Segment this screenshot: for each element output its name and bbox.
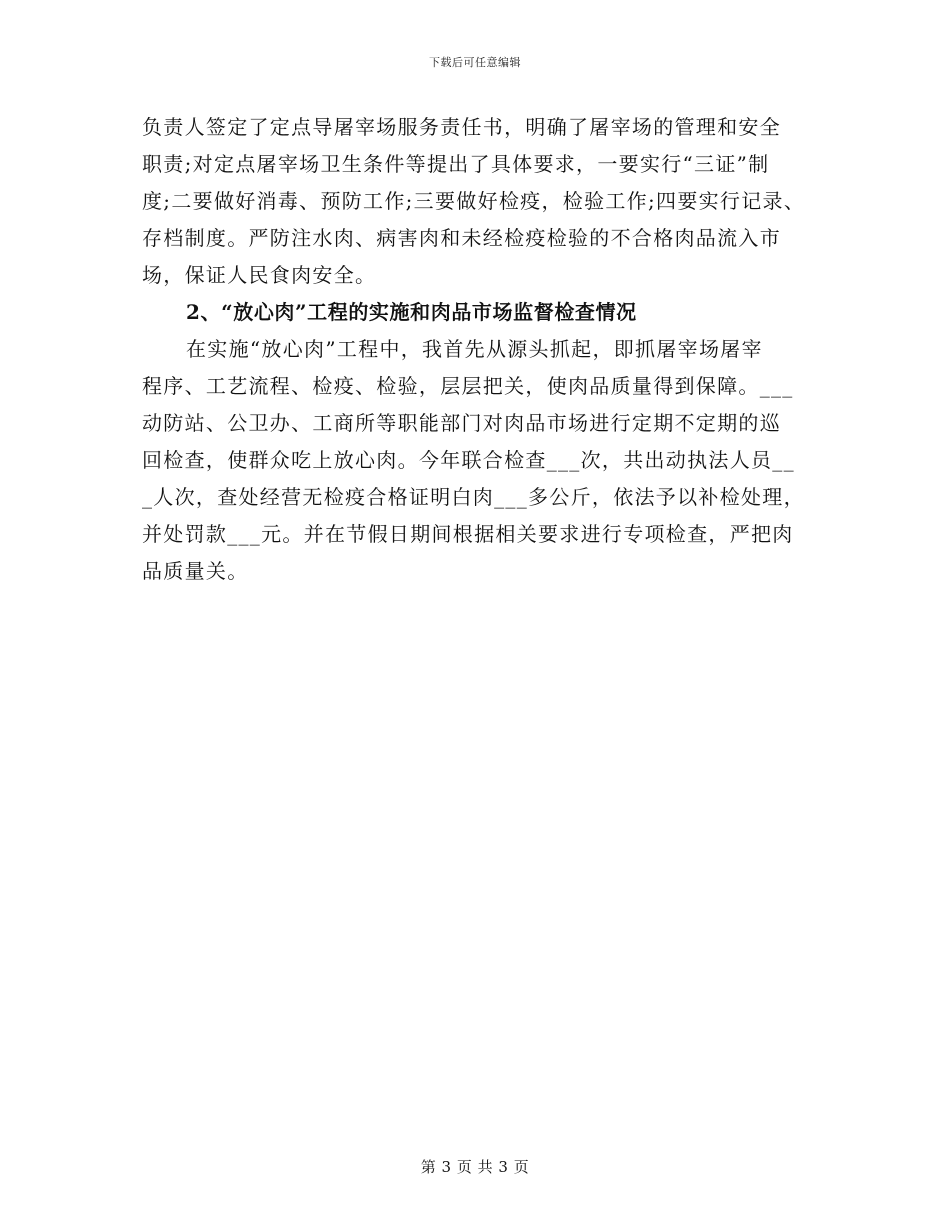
paragraph-line: _人次，查处经营无检疫合格证明白肉___多公斤，依法予以补检处理，: [142, 485, 805, 509]
body-text: [142, 109, 822, 590]
paragraph-line: 负责人签定了定点导屠宰场服务责任书，明确了屠宰场的管理和安全: [142, 115, 781, 139]
header-note: 下载后可任意编辑: [429, 56, 521, 69]
paragraph-line: 度;二要做好消毒、预防工作;三要做好检疫，检验工作;四要实行记录、: [142, 189, 806, 213]
paragraph-line: 回检查，使群众吃上放心肉。今年联合检查___次，共出动执法人员__: [142, 448, 795, 472]
paragraph-line: 动防站、公卫办、工商所等职能部门对肉品市场进行定期不定期的巡: [142, 411, 781, 435]
paragraph-line: 在实施“放心肉”工程中，我首先从源头抓起，即抓屠宰场屠宰: [186, 337, 763, 361]
section-heading: 2、“放心肉”工程的实施和肉品市场监督检查情况: [186, 300, 637, 324]
paragraph-line: 品质量关。: [142, 559, 249, 583]
paragraph-line: 并处罚款___元。并在节假日期间根据相关要求进行专项检查，严把肉: [142, 522, 794, 546]
page-number: 第 3 页 共 3 页: [420, 1158, 530, 1176]
paragraph-line: 程序、工艺流程、检疫、检验，层层把关，使肉品质量得到保障。___: [142, 374, 794, 398]
paragraph-line: 场，保证人民食肉安全。: [142, 263, 377, 287]
paragraph-line: 存档制度。严防注水肉、病害肉和未经检疫检验的不合格肉品流入市: [142, 226, 781, 250]
paragraph-line: 职责;对定点屠宰场卫生条件等提出了具体要求，一要实行“三证”制: [142, 152, 770, 176]
